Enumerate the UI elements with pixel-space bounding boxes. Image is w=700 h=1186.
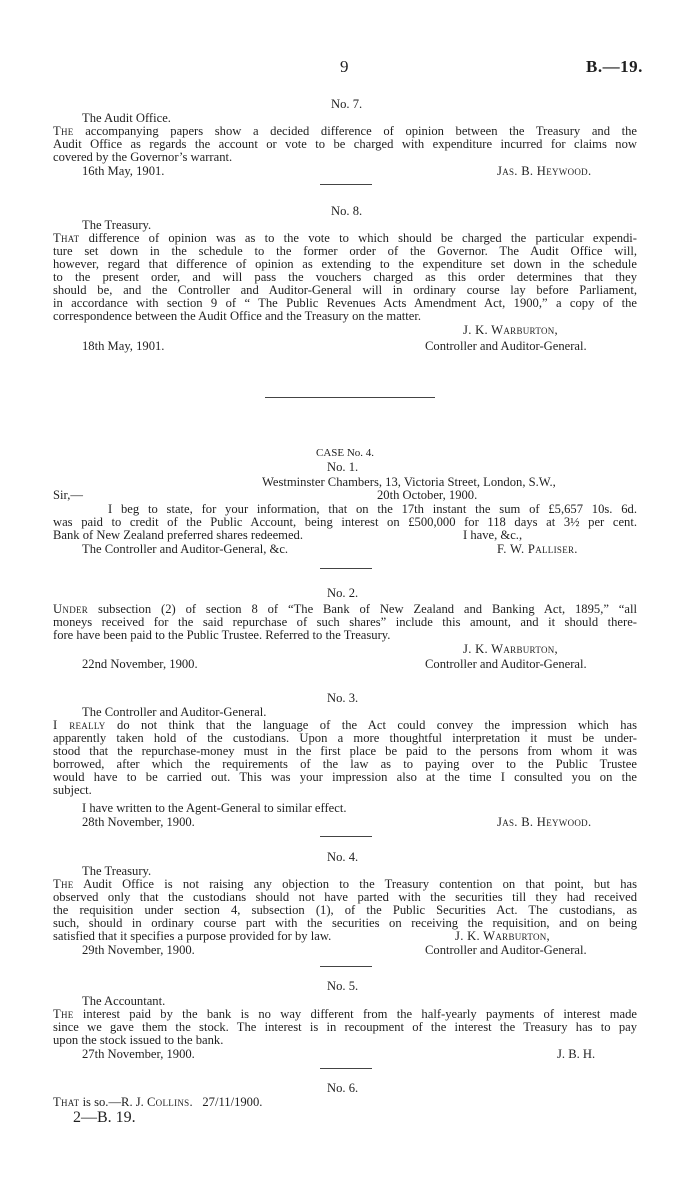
- no7-heading: No. 7.: [331, 97, 363, 111]
- case4-no2-date: 22nd November, 1900.: [82, 657, 198, 671]
- no8-line-6: in accordance with section 9 of “ The Public Revenues Acts Amendment Act, 1900,” a copy of the: [53, 296, 637, 310]
- case4-no5-lead: The: [53, 1007, 74, 1021]
- case4-no1-line-2: was paid to credit of the Public Account, being interest on £500,000 for 118 days at 3½ per cent.: [53, 515, 637, 529]
- case4-no1-signature: F. W. Palliser.: [497, 542, 578, 556]
- case4-no3-line-5: would have to be carried out. This was your impression also at the time I consulted you on the: [53, 770, 637, 784]
- no8-signature-title: Controller and Auditor-General.: [425, 339, 587, 353]
- case4-no4-line-4: such, should in ordinary course part with the securities on receiving the requisition, and on being: [53, 916, 637, 930]
- no7-line-3: covered by the Governor’s warrant.: [53, 150, 233, 164]
- case4-no3-line-4: borrowed, after which the requirements of the law as to paying over to the Public Trustee: [53, 757, 637, 771]
- case4-no6-text: That is so.—R. J. Collins. 27/11/1900.: [53, 1095, 263, 1109]
- no8-line-7: correspondence between the Audit Office and the Treasury on the matter.: [53, 309, 422, 323]
- case4-no6-date: 27/11/1900.: [202, 1095, 263, 1109]
- case4-no2-line-2: moneys received for the said repurchase of such shares” include this amount, and it should there-: [53, 615, 637, 629]
- no7-signature: Jas. B. Heywood.: [497, 164, 592, 178]
- case4-no5-line-1: The interest paid by the bank is no way different from the half-yearly payments of interest made: [53, 1007, 637, 1021]
- case4-no1-line-1: I beg to state, for your information, that on the 17th instant the sum of £5,657 10s. 6d.: [108, 502, 637, 516]
- case4-no3-line-2: apparently taken hold of the custodians. Upon a more thoughtful interpretation it must be under-: [53, 731, 637, 745]
- case4-no6-name: Collins.: [146, 1095, 193, 1109]
- separator-rule: [320, 568, 372, 569]
- no8-signature-name: J. K. Warburton,: [463, 323, 558, 337]
- case4-no5-addressee: The Accountant.: [82, 994, 166, 1008]
- case4-no3-heading: No. 3.: [327, 691, 359, 705]
- case4-no3-line-6: subject.: [53, 783, 92, 797]
- no8-heading: No. 8.: [331, 204, 363, 218]
- document-reference: B.—19.: [586, 57, 643, 76]
- case4-no3-date: 28th November, 1900.: [82, 815, 195, 829]
- case4-no4-signature-title: Controller and Auditor-General.: [425, 943, 587, 957]
- case4-no6-heading: No. 6.: [327, 1081, 359, 1095]
- case4-no5-line-2: since we gave them the stock. The interest is in recoupment of the interest the Treasury has to pay: [53, 1020, 637, 1034]
- case4-no2-lead: Under: [53, 602, 89, 616]
- no8-line-1: That difference of opinion was as to the vote to which should be charged the particular expendi-: [53, 231, 637, 245]
- case4-no1-salutation: Sir,—: [53, 488, 83, 502]
- no8-addressee: The Treasury.: [82, 218, 152, 232]
- case4-no3-para2: I have written to the Agent-General to similar effect.: [82, 801, 347, 815]
- no8-date: 18th May, 1901.: [82, 339, 165, 353]
- no8-line-2: ture set down in the schedule to the former order of the Governor. The Audit Office will,: [53, 244, 637, 258]
- case-heading: CASE No. 4.: [316, 447, 375, 459]
- no8-lead: That: [53, 231, 80, 245]
- case4-no6-lead: That: [53, 1095, 80, 1109]
- no7-lead: The: [53, 124, 74, 138]
- case4-no1-addressee: The Controller and Auditor-General, &c.: [82, 542, 289, 556]
- case4-no2-line-3: fore have been paid to the Public Trustee. Referred to the Treasury.: [53, 628, 391, 642]
- case4-no4-addressee: The Treasury.: [82, 864, 152, 878]
- case4-no2-heading: No. 2.: [327, 586, 359, 600]
- separator-rule: [320, 836, 372, 837]
- no7-addressee: The Audit Office.: [82, 111, 171, 125]
- case4-no4-date: 29th November, 1900.: [82, 943, 195, 957]
- section-divider: [265, 397, 435, 398]
- separator-rule: [320, 966, 372, 967]
- case4-no4-lead: The: [53, 877, 74, 891]
- case4-no1-heading: No. 1.: [327, 460, 359, 474]
- separator-rule: [320, 184, 372, 185]
- case4-no1-closing: I have, &c.,: [463, 528, 523, 542]
- case4-no5-heading: No. 5.: [327, 979, 359, 993]
- case4-no1-line-3: Bank of New Zealand preferred shares redeemed.: [53, 528, 303, 542]
- case4-no4-line-3: the requisition under section 4, subsection (1), of the Public Securities Act. The custodians, as: [53, 903, 637, 917]
- case4-no2-signature-name: J. K. Warburton,: [463, 642, 558, 656]
- no8-line-4: to the present order, and will pass the vouchers charged as this order determines that they: [53, 270, 637, 284]
- case4-no2-signature-title: Controller and Auditor-General.: [425, 657, 587, 671]
- page-number: 9: [340, 57, 349, 76]
- case4-no4-signature-name: J. K. Warburton,: [455, 929, 550, 943]
- case4-no4-line-5: satisfied that it specifies a purpose provided for by law.: [53, 929, 332, 943]
- no7-line-1: The accompanying papers show a decided difference of opinion between the Treasury and the: [53, 124, 637, 138]
- case4-no5-signature: J. B. H.: [557, 1047, 596, 1061]
- case4-no3-signature: Jas. B. Heywood.: [497, 815, 592, 829]
- case4-no3-addressee: The Controller and Auditor-General.: [82, 705, 267, 719]
- case4-no3-line-1: I really do not think that the language of the Act could convey the impression which has: [53, 718, 638, 732]
- case4-no3-lead: I really: [53, 718, 106, 732]
- no8-line-5: should be, and the Controller and Auditor-General will in ordinary course lay before Parliament,: [53, 283, 637, 297]
- case4-no1-date: 20th October, 1900.: [377, 488, 478, 502]
- case4-no4-line-2: observed only that the custodians should not have parted with the securities till they had received: [53, 890, 637, 904]
- no7-line-2: Audit Office as regards the account or vote to be charged with expenditure incurred for claims now: [53, 137, 637, 151]
- sheet-mark: 2—B. 19.: [73, 1109, 136, 1126]
- case4-no2-line-1: Under subsection (2) of section 8 of “The Bank of New Zealand and Banking Act, 1895,” “all: [53, 602, 637, 616]
- separator-rule: [320, 1068, 372, 1069]
- case4-no4-heading: No. 4.: [327, 850, 359, 864]
- no8-line-3: however, regard that difference of opinion as extending to the expenditure set down in the schedule: [53, 257, 637, 271]
- case4-no1-address: Westminster Chambers, 13, Victoria Street, London, S.W.,: [262, 475, 556, 489]
- case4-no3-line-3: stood that the repurchase-money must in the first place be paid to the persons from whom it was: [53, 744, 637, 758]
- case4-no4-line-1: The Audit Office is not raising any objection to the Treasury contention on that point, but has: [53, 877, 637, 891]
- no7-date: 16th May, 1901.: [82, 164, 165, 178]
- case4-no5-line-3: upon the stock issued to the bank.: [53, 1033, 224, 1047]
- case4-no5-date: 27th November, 1900.: [82, 1047, 195, 1061]
